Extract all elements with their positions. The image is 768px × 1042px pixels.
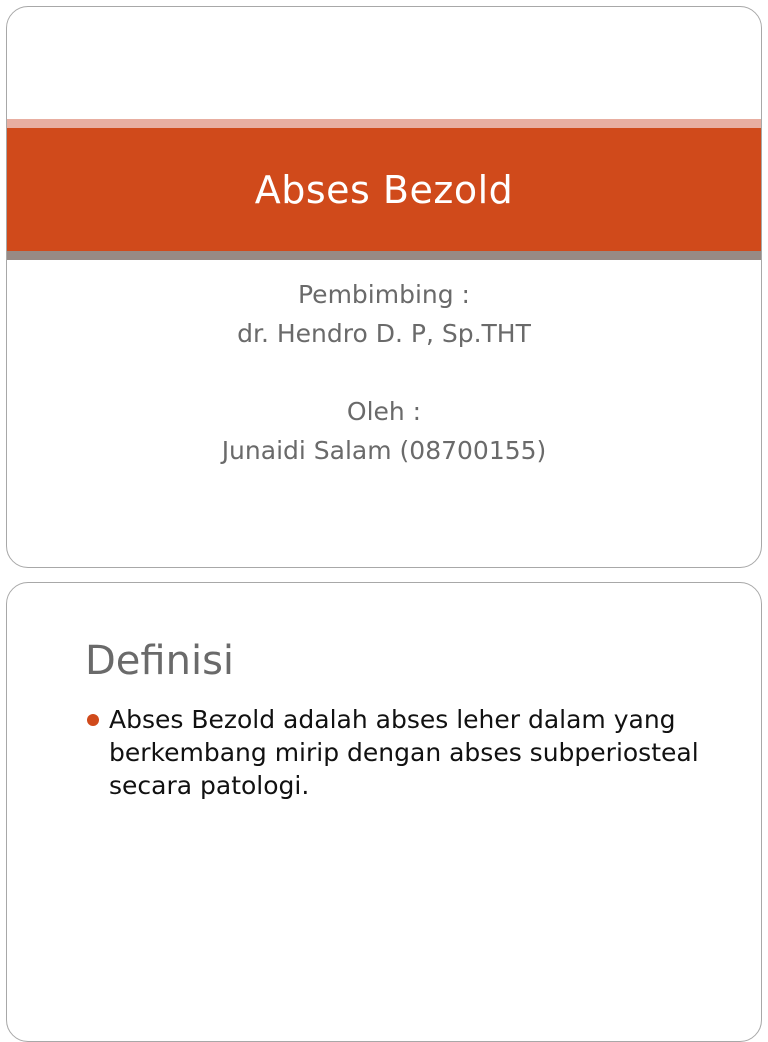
bullet-text: Abses Bezold adalah abses leher dalam yang berkembang mirip dengan abses subperiosteal secara patologi. — [109, 705, 699, 800]
subtitle-spacer — [7, 353, 761, 392]
subtitle-line-author-name: Junaidi Salam (08700155) — [221, 436, 547, 465]
bullet-item — [85, 703, 705, 802]
title-band-bottom-stripe — [7, 251, 761, 260]
slide-heading: Definisi — [85, 638, 235, 684]
bullet-list — [85, 703, 705, 802]
slide-subtitle — [7, 275, 761, 470]
slide-title: Abses Bezold — [254, 167, 514, 212]
title-band — [7, 128, 761, 251]
title-band-top-stripe — [7, 119, 761, 128]
content-slide — [6, 582, 762, 1042]
bullet-dot-icon — [87, 714, 99, 726]
subtitle-line-advisor-label: Pembimbing : — [298, 280, 470, 309]
subtitle-line-advisor-name: dr. Hendro D. P, Sp.THT — [237, 319, 531, 348]
subtitle-line-author-label: Oleh : — [346, 397, 422, 426]
title-slide — [6, 6, 762, 568]
